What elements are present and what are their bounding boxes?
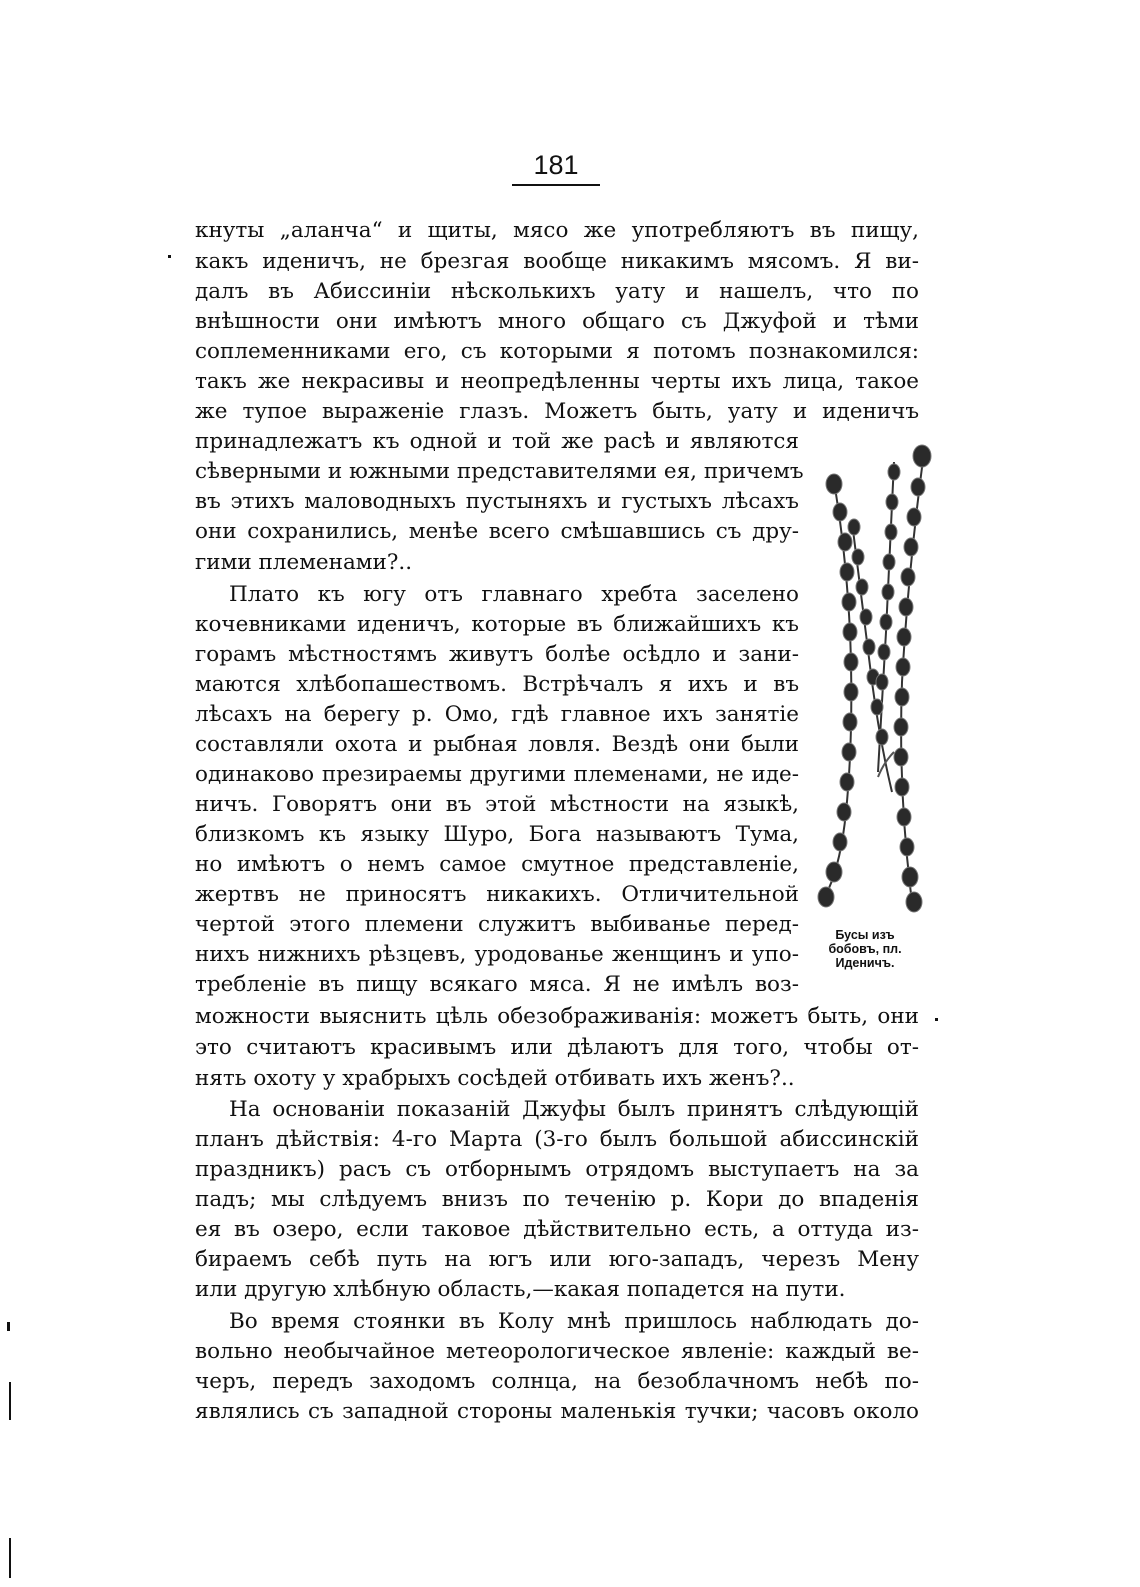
scan-speck — [168, 255, 171, 258]
text-line: праздникъ) расъ съ отборнымъ отрядомъ выступаетъ на за — [195, 1157, 919, 1182]
page-number: 181 — [533, 150, 579, 180]
text-line: гими племенами?.. — [195, 550, 413, 575]
text-line: кочевниками иденичъ, которые въ ближайшихъ къ — [195, 612, 799, 637]
text-line: какъ иденичъ, не брезгая вообще никакимъ мясомъ. Я ви- — [195, 249, 919, 274]
text-line: сѣверными и южными представителями ея, причемъ — [195, 459, 804, 484]
text-line: чертой этого племени служитъ выбиванье перед- — [195, 912, 799, 937]
scan-speck — [935, 1018, 938, 1021]
text-line: соплеменниками его, съ которыми я потомъ познакомился: — [195, 339, 919, 364]
text-line: являлись съ западной стороны маленькія тучки; часовъ около — [195, 1399, 919, 1424]
text-line: одинаково презираемы другими племенами, не иде- — [195, 762, 799, 787]
text-line: требленіе въ пищу всякаго мяса. Я не имѣлъ воз- — [195, 972, 799, 997]
caption-line: бобовъ, пл. — [828, 942, 902, 956]
text-line: это считаютъ красивымъ или дѣлаютъ для того, чтобы от- — [195, 1035, 919, 1060]
caption-line: Иденичъ. — [835, 956, 895, 970]
text-line: бираемъ себѣ путь на югъ или юго-западъ, черезъ Мену — [195, 1247, 919, 1272]
text-line: но имѣютъ о немъ самое смутное представленіе, — [195, 852, 799, 877]
bean-bead-necklace-icon — [812, 432, 946, 920]
text-line: составляли охота и рыбная ловля. Вездѣ они были — [195, 732, 799, 757]
text-line: можности выяснить цѣль обезображиванія: можетъ быть, они — [195, 1004, 919, 1029]
text-line: вольно необычайное метеорологическое явленіе: каждый ве- — [195, 1339, 919, 1364]
text-line: На основаніи показаній Джуфы былъ принятъ слѣдующій — [229, 1097, 919, 1122]
text-line: жертвъ не приносятъ никакихъ. Отличительной — [195, 882, 799, 907]
scan-edge-mark — [9, 1382, 11, 1420]
text-line: ничъ. Говорятъ они въ этой мѣстности на языкѣ, — [195, 792, 799, 817]
text-line: нихъ нижнихъ рѣзцевъ, уродованье женщинъ и упо- — [195, 942, 799, 967]
text-line: падъ; мы слѣдуемъ внизъ по теченію р. Кори до впаденія — [195, 1187, 919, 1212]
text-line: черъ, передъ заходомъ солнца, на безоблачномъ небѣ по- — [195, 1369, 919, 1394]
text-line: лѣсахъ на берегу р. Омо, гдѣ главное ихъ занятіе — [195, 702, 799, 727]
text-line: Плато къ югу отъ главнаго хребта заселено — [229, 582, 799, 607]
text-line: далъ въ Абиссиніи нѣсколькихъ уату и нашелъ, что по — [195, 279, 919, 304]
text-line: кнуты „аланча“ и щиты, мясо же употребляютъ въ пищу, — [195, 218, 919, 243]
text-line: они сохранились, менѣе всего смѣшавшись съ дру- — [195, 519, 799, 544]
text-line: близкомъ къ языку Шуро, Бога называютъ Тума, — [195, 822, 799, 847]
figure-caption — [800, 928, 930, 970]
text-line: принадлежатъ къ одной и той же расѣ и являются — [195, 429, 799, 454]
text-line: ея въ озеро, если таковое дѣйствительно есть, а оттуда из- — [195, 1217, 919, 1242]
scan-edge-mark — [9, 1538, 11, 1578]
text-line: Во время стоянки въ Колу мнѣ пришлось наблюдать до- — [229, 1309, 919, 1334]
header-rule — [512, 184, 600, 186]
text-line: планъ дѣйствія: 4-го Марта (3-го былъ большой абиссинскій — [195, 1127, 919, 1152]
text-line: горамъ мѣстностямъ живутъ болѣе осѣдло и зани- — [195, 642, 799, 667]
text-line: маются хлѣбопашествомъ. Встрѣчалъ я ихъ и въ — [195, 672, 799, 697]
text-line: внѣшности они имѣютъ много общаго съ Джуфой и тѣми — [195, 309, 919, 334]
text-line: такъ же некрасивы и неопредѣленны черты ихъ лица, такое — [195, 369, 919, 394]
text-line: въ этихъ маловодныхъ пустыняхъ и густыхъ лѣсахъ — [195, 489, 799, 514]
text-line: нять охоту у храбрыхъ сосѣдей отбивать ихъ женъ?.. — [195, 1066, 795, 1091]
scan-speck — [7, 1322, 10, 1331]
text-line: же тупое выраженіе глазъ. Можетъ быть, уату и иденичъ — [195, 399, 919, 424]
text-line: или другую хлѣбную область,—какая попадется на пути. — [195, 1277, 846, 1302]
caption-line: Бусы изъ — [835, 928, 895, 942]
